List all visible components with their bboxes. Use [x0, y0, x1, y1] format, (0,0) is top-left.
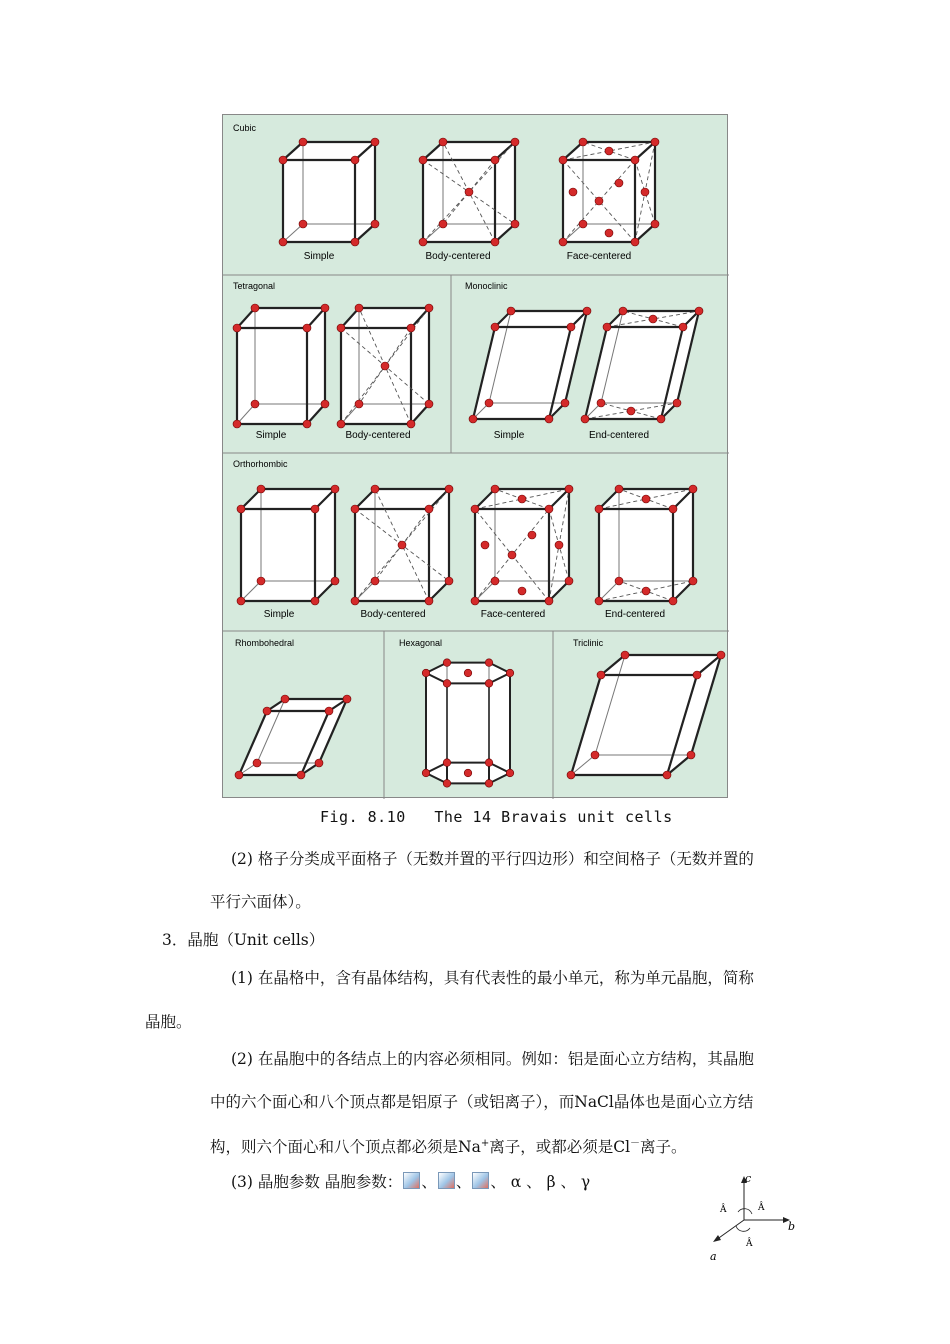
lattice-atom — [355, 400, 363, 408]
angle-arc — [738, 1209, 752, 1214]
lattice-atom — [491, 323, 499, 331]
lattice-atom — [605, 147, 613, 155]
label-cubic-simple: Simple — [303, 251, 335, 262]
lattice-atom — [398, 541, 406, 549]
lattice-atom — [237, 597, 245, 605]
lattice-atom — [445, 577, 453, 585]
lattice-atom — [693, 671, 701, 679]
lattice-atom — [485, 780, 493, 788]
lattice-atom — [485, 759, 493, 767]
lattice-atom — [422, 769, 430, 777]
lattice-atom — [565, 485, 573, 493]
lattice-atom — [651, 138, 659, 146]
paragraph-2-line-1: (2) 格子分类成平面格子（无数并置的平行四边形）和空间格子（无数并置的 — [231, 850, 754, 868]
lattice-atom — [491, 485, 499, 493]
lattice-atom — [651, 220, 659, 228]
text-run: 离子，或都必须是Cl — [489, 1138, 631, 1157]
lattice-atom — [506, 669, 514, 677]
lattice-atom — [331, 577, 339, 585]
lattice-atom — [425, 505, 433, 513]
label-monoclinic-simple: Simple — [493, 430, 525, 441]
superscript-minus: － — [630, 1138, 641, 1149]
lattice-atom — [679, 323, 687, 331]
lattice-atom — [471, 597, 479, 605]
lattice-atom — [439, 138, 447, 146]
lattice-atom — [567, 771, 575, 779]
lattice-atom — [439, 220, 447, 228]
text-run: 、 α 、 β 、 γ — [490, 1173, 591, 1191]
c-axis-label: c — [745, 1172, 752, 1185]
lattice-atom — [425, 304, 433, 312]
lattice-atom — [579, 220, 587, 228]
lattice-atom — [597, 671, 605, 679]
lattice-atom — [351, 505, 359, 513]
lattice-atom — [621, 651, 629, 659]
unit-cells — [233, 138, 725, 787]
lattice-atom — [649, 315, 657, 323]
label-cubic-face: Face-centered — [566, 251, 632, 262]
lattice-atom — [381, 362, 389, 370]
lattice-atom — [641, 188, 649, 196]
lattice-atom — [371, 485, 379, 493]
lattice-atom — [631, 238, 639, 246]
lattice-atom — [567, 323, 575, 331]
lattice-atom — [371, 138, 379, 146]
section-title-cubic: Cubic — [233, 123, 257, 133]
lattice-atom — [419, 238, 427, 246]
section-title-orthorhombic: Orthorhombic — [233, 459, 288, 469]
lattice-atom — [657, 415, 665, 423]
lattice-atom — [569, 188, 577, 196]
lattice-atom — [663, 771, 671, 779]
lattice-atom — [443, 780, 451, 788]
lattice-atom — [583, 307, 591, 315]
section-title-hexagonal: Hexagonal — [399, 638, 443, 648]
lattice-atom — [337, 420, 345, 428]
section-3-title: 3．晶胞（Unit cells） — [162, 931, 325, 949]
lattice-atom — [257, 485, 265, 493]
lattice-atom — [237, 505, 245, 513]
lattice-atom — [528, 531, 536, 539]
lattice-atom — [351, 156, 359, 164]
bravais-figure — [222, 114, 728, 798]
lattice-atom — [279, 238, 287, 246]
lattice-atom — [545, 597, 553, 605]
lattice-atom — [642, 587, 650, 595]
lattice-atom — [485, 659, 493, 667]
lattice-atom — [257, 577, 265, 585]
lattice-atom — [555, 541, 563, 549]
section-title-tetragonal: Tetragonal — [233, 281, 276, 291]
angle-arc — [736, 1226, 750, 1231]
lattice-atom — [559, 156, 567, 164]
section-title-rhombohedral: Rhombohedral — [235, 638, 295, 648]
lattice-atom — [464, 669, 472, 677]
lattice-atom — [615, 577, 623, 585]
lattice-atom — [491, 156, 499, 164]
lattice-atom — [299, 138, 307, 146]
lattice-atom — [471, 505, 479, 513]
lattice-atom — [303, 420, 311, 428]
lattice-atom — [518, 587, 526, 595]
lattice-atom — [425, 400, 433, 408]
lattice-atom — [591, 751, 599, 759]
lattice-atom — [673, 399, 681, 407]
lattice-atom — [605, 229, 613, 237]
text-run: 离子。 — [640, 1138, 687, 1157]
lattice-atom — [491, 577, 499, 585]
lattice-atom — [511, 138, 519, 146]
broken-image-icon — [403, 1172, 420, 1189]
lattice-atom — [669, 597, 677, 605]
section-3-p1-line-2: 晶胞。 — [145, 1013, 192, 1031]
lattice-atom — [559, 238, 567, 246]
cell-face — [237, 328, 307, 424]
lattice-atom — [337, 324, 345, 332]
alpha-angle-label: Â — [720, 1205, 727, 1215]
lattice-atom — [407, 420, 415, 428]
lattice-atom — [445, 485, 453, 493]
cell-face — [241, 509, 315, 601]
lattice-atom — [469, 415, 477, 423]
lattice-atom — [615, 485, 623, 493]
lattice-atom — [595, 505, 603, 513]
label-cubic-body: Body-centered — [425, 251, 491, 262]
figure-caption: Fig. 8.10 The 14 Bravais unit cells — [320, 808, 673, 826]
label-tetragonal-simple: Simple — [255, 430, 287, 441]
lattice-atom — [485, 680, 493, 688]
lattice-atom — [717, 651, 725, 659]
lattice-atom — [311, 597, 319, 605]
lattice-atom — [355, 304, 363, 312]
label-ortho-end: End-centered — [604, 609, 666, 620]
lattice-atom — [506, 769, 514, 777]
lattice-atom — [565, 577, 573, 585]
section-3-p3: (3) 晶胞参数 晶胞参数： 、 、 、 α 、 β 、 γ — [231, 1173, 591, 1191]
lattice-atom — [281, 695, 289, 703]
lattice-atom — [642, 495, 650, 503]
lattice-atom — [511, 220, 519, 228]
lattice-atom — [251, 400, 259, 408]
lattice-atom — [619, 307, 627, 315]
lattice-atom — [485, 399, 493, 407]
text-run: 构，则六个面心和八个顶点都必须是Na — [210, 1138, 481, 1157]
lattice-atom — [371, 577, 379, 585]
lattice-atom — [443, 680, 451, 688]
lattice-atom — [443, 759, 451, 767]
lattice-atom — [518, 495, 526, 503]
gamma-angle-label: Â — [746, 1239, 753, 1249]
lattice-atom — [297, 771, 305, 779]
lattice-atom — [508, 551, 516, 559]
lattice-atom — [325, 707, 333, 715]
label-monoclinic-end: End-centered — [588, 430, 650, 441]
lattice-atom — [419, 156, 427, 164]
lattice-atom — [615, 179, 623, 187]
lattice-atom — [422, 669, 430, 677]
b-axis-label: b — [788, 1220, 796, 1233]
lattice-atom — [464, 769, 472, 777]
lattice-atom — [545, 415, 553, 423]
section-3-p2-line-3 — [210, 1134, 687, 1157]
text-run: (3) 晶胞参数 晶胞参数： — [231, 1173, 403, 1191]
broken-image-icon — [472, 1172, 489, 1189]
a-arrow-icon — [713, 1235, 721, 1242]
section-title-monoclinic: Monoclinic — [465, 281, 508, 291]
lattice-atom — [627, 407, 635, 415]
lattice-atom — [321, 304, 329, 312]
label-ortho-face: Face-centered — [480, 609, 546, 620]
lattice-atom — [235, 771, 243, 779]
lattice-atom — [561, 399, 569, 407]
lattice-atom — [331, 485, 339, 493]
beta-angle-label: Â — [758, 1203, 765, 1213]
lattice-atom — [251, 304, 259, 312]
lattice-atom — [311, 505, 319, 513]
section-3-p2-line-2: 中的六个面心和八个顶点都是铝原子（或铝离子），而NaCl晶体也是面心立方结 — [210, 1093, 754, 1111]
lattice-atom — [507, 307, 515, 315]
lattice-atom — [407, 324, 415, 332]
cell-face — [283, 160, 355, 242]
lattice-atom — [371, 220, 379, 228]
lattice-atom — [603, 323, 611, 331]
lattice-atom — [279, 156, 287, 164]
lattice-atom — [595, 597, 603, 605]
a-axis-label: a — [710, 1250, 717, 1263]
lattice-atom — [491, 238, 499, 246]
lattice-atom — [687, 751, 695, 759]
lattice-atom — [315, 759, 323, 767]
lattice-atom — [321, 400, 329, 408]
lattice-atom — [481, 541, 489, 549]
section-3-p1-line-1: (1) 在晶格中，含有晶体结构，具有代表性的最小单元，称为单元晶胞，简称 — [231, 969, 754, 987]
lattice-atom — [595, 197, 603, 205]
lattice-atom — [597, 399, 605, 407]
lattice-atom — [425, 597, 433, 605]
lattice-atom — [263, 707, 271, 715]
lattice-atom — [631, 156, 639, 164]
lattice-atom — [343, 695, 351, 703]
bravais-lattice-diagram — [223, 115, 729, 799]
paragraph-2-line-2: 平行六面体）。 — [210, 893, 311, 911]
axes-diagram — [694, 1168, 814, 1264]
label-ortho-simple: Simple — [263, 609, 295, 620]
lattice-atom — [581, 415, 589, 423]
lattice-atom — [299, 220, 307, 228]
lattice-atom — [233, 324, 241, 332]
section-3-p2-line-1: (2) 在晶胞中的各结点上的内容必须相同。例如：铝是面心立方结构，其晶胞 — [231, 1050, 754, 1068]
lattice-atom — [689, 577, 697, 585]
lattice-atom — [669, 505, 677, 513]
broken-image-icon — [438, 1172, 455, 1189]
label-ortho-body: Body-centered — [360, 609, 426, 620]
hex-face — [426, 673, 489, 783]
lattice-atom — [695, 307, 703, 315]
lattice-atom — [689, 485, 697, 493]
superscript-plus: + — [480, 1138, 490, 1149]
lattice-atom — [233, 420, 241, 428]
lattice-atom — [253, 759, 261, 767]
section-title-triclinic: Triclinic — [573, 638, 604, 648]
lattice-atom — [579, 138, 587, 146]
lattice-atom — [351, 238, 359, 246]
lattice-atom — [545, 505, 553, 513]
lattice-atom — [303, 324, 311, 332]
lattice-atom — [465, 188, 473, 196]
lattice-atom — [351, 597, 359, 605]
label-tetragonal-body: Body-centered — [345, 430, 411, 441]
lattice-atom — [443, 659, 451, 667]
